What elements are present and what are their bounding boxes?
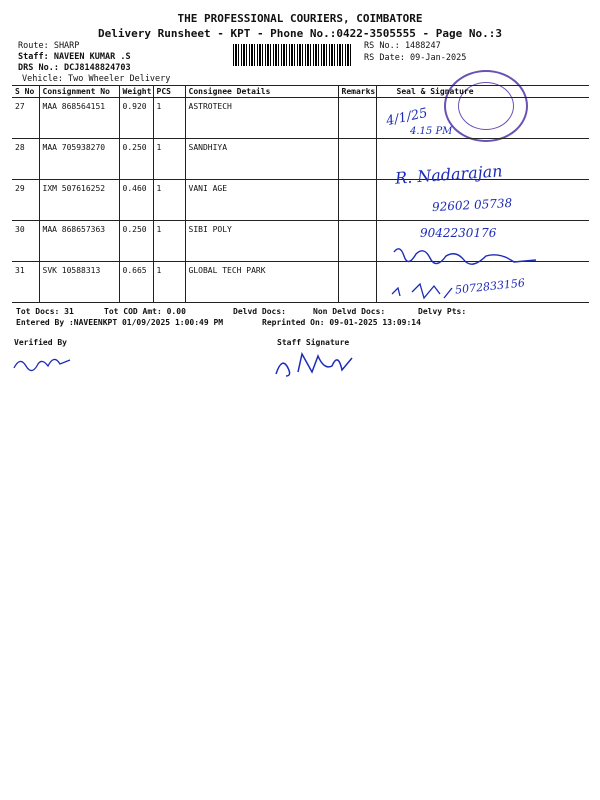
table-header-row (12, 86, 589, 98)
col-consignment: Consignment No (39, 86, 119, 98)
total-docs: Tot Docs: 31 (16, 307, 74, 316)
cell-remarks (338, 221, 376, 262)
cell-consignee: SIBI POLY (185, 221, 338, 262)
verified-by-label: Verified By (14, 338, 67, 347)
cell-pcs: 1 (153, 98, 185, 139)
cell-consignee: ASTROTECH (185, 98, 338, 139)
cell-weight: 0.920 (119, 98, 153, 139)
handwritten-phone: 9042230176 (420, 226, 497, 240)
cell-remarks (338, 98, 376, 139)
staff-signature (272, 346, 372, 382)
col-weight: Weight (119, 86, 153, 98)
route-label: Route: SHARP (18, 41, 80, 51)
cell-pcs: 1 (153, 221, 185, 262)
entered-by: Entered By :NAVEENKPT 01/09/2025 1:00:49 PM (16, 318, 224, 327)
company-title: THE PROFESSIONAL COURIERS, COIMBATORE (177, 12, 423, 25)
handwritten-phone: 92602 05738 (431, 195, 513, 215)
cell-consignee: SANDHIYA (185, 139, 338, 180)
handwritten-name-signature: R. Nadarajan (394, 161, 504, 188)
barcode-image (233, 44, 353, 66)
cell-consignee: GLOBAL TECH PARK (185, 262, 338, 303)
cell-consignment: MAA 868657363 (39, 221, 119, 262)
table-row (12, 98, 589, 139)
col-pcs: PCS (153, 86, 185, 98)
total-cod-amount: Tot COD Amt: 0.00 (104, 307, 186, 316)
delivered-docs: Delvd Docs: (233, 307, 286, 316)
cell-sno: 30 (15, 225, 25, 234)
staff-signature-label: Staff Signature (277, 338, 350, 347)
runsheet-table (12, 85, 589, 303)
cell-weight: 0.250 (119, 139, 153, 180)
cell-weight: 0.665 (119, 262, 153, 303)
cell-remarks (338, 262, 376, 303)
staff-label: Staff: NAVEEN KUMAR .S (18, 52, 131, 62)
cell-consignment: MAA 868564151 (39, 98, 119, 139)
handwritten-date: 4/1/25 (384, 105, 429, 130)
cell-consignee: VANI AGE (185, 180, 338, 221)
reprinted-on: Reprinted On: 09-01-2025 13:09:14 (262, 318, 421, 327)
cell-consignment: MAA 705938270 (39, 139, 119, 180)
cell-sno: 31 (15, 266, 25, 275)
col-sno: S No (15, 87, 35, 96)
runsheet-subtitle: Delivery Runsheet - KPT - Phone No.:0422-3505555 - Page No.:3 (98, 27, 502, 40)
col-remarks: Remarks (338, 86, 376, 98)
rs-number: RS No.: 1488247 (364, 41, 441, 51)
cell-weight: 0.460 (119, 180, 153, 221)
cell-pcs: 1 (153, 180, 185, 221)
cell-consignment: IXM 507616252 (39, 180, 119, 221)
handwritten-time: 4.15 PM (410, 126, 453, 137)
col-signature: Seal & Signature (376, 86, 589, 98)
cell-remarks (338, 139, 376, 180)
handwritten-phone: 5072833156 (454, 276, 526, 297)
delivery-points: Delvy Pts: (418, 307, 467, 316)
handwritten-signature-scribble (390, 280, 460, 302)
rs-date: RS Date: 09-Jan-2025 (364, 53, 467, 63)
cell-sno: 29 (15, 184, 25, 193)
vehicle-label: Vehicle: Two Wheeler Delivery (22, 74, 171, 84)
cell-pcs: 1 (153, 262, 185, 303)
cell-sno: 27 (15, 102, 25, 111)
cell-sno: 28 (15, 143, 25, 152)
verifier-signature (12, 350, 82, 376)
cell-pcs: 1 (153, 139, 185, 180)
non-delivered-docs: Non Delvd Docs: (313, 307, 386, 316)
col-consignee: Consignee Details (185, 86, 338, 98)
drs-label: DRS No.: DCJ8148824703 (18, 63, 131, 73)
handwritten-signature-scribble (390, 242, 540, 270)
cell-remarks (338, 180, 376, 221)
cell-consignment: SVK 10588313 (39, 262, 119, 303)
cell-weight: 0.250 (119, 221, 153, 262)
